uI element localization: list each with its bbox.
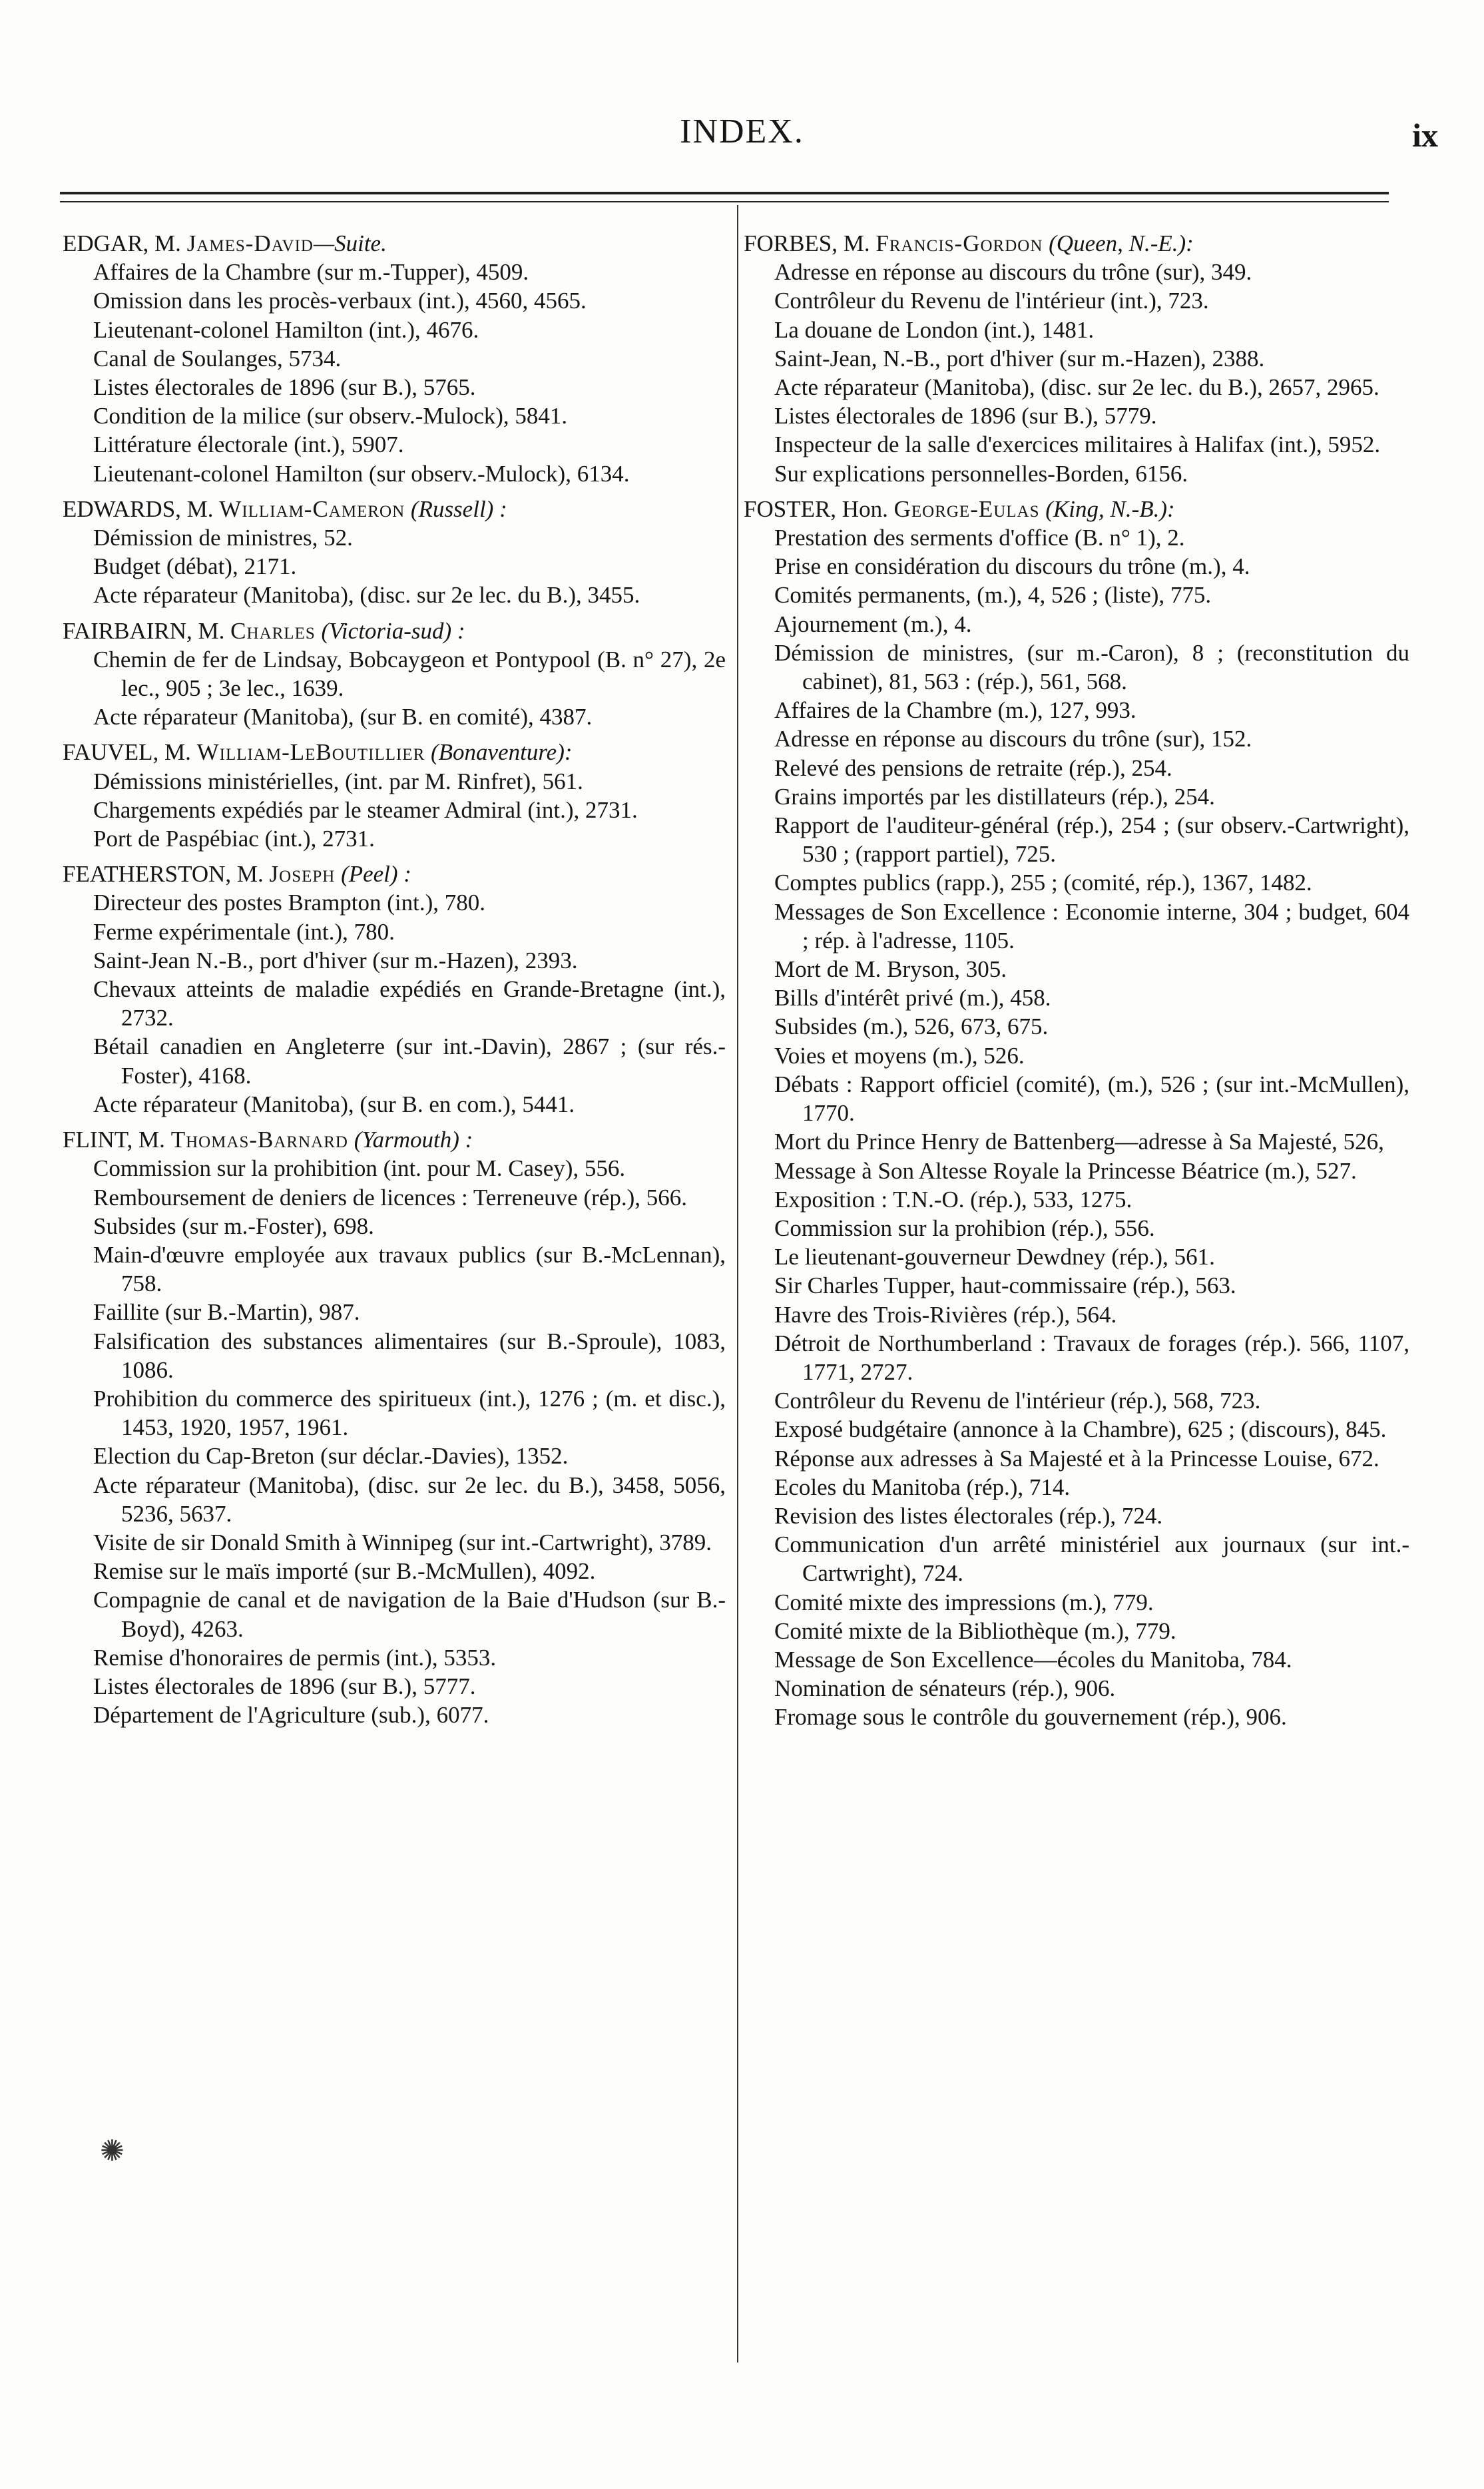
entry-given-names: William-Cameron (219, 495, 405, 522)
entry-heading (63, 1125, 726, 1154)
entry-reference: Exposé budgétaire (annonce à la Chambre), 625 ; (discours), 845. (774, 1416, 1387, 1443)
left-column (63, 229, 726, 1736)
index-entry (63, 1125, 726, 1729)
page-title: INDEX. (680, 113, 804, 150)
entry-surname: FAIRBAIRN, M. (63, 617, 231, 644)
entry-reference: Contrôleur du Revenu de l'intérieur (rép.), 568, 723. (774, 1388, 1261, 1414)
index-entry (63, 229, 726, 488)
entry-reference: Visite de sir Donald Smith à Winnipeg (sur int.-Cartwright), 3789. (93, 1529, 712, 1555)
entry-reference: Saint-Jean, N.-B., port d'hiver (sur m.-Hazen), 2388. (774, 345, 1265, 372)
entry-reference: Contrôleur du Revenu de l'intérieur (int.), 723. (774, 288, 1209, 314)
entry-reference: Acte réparateur (Manitoba), (sur B. en com.), 5441. (93, 1091, 575, 1117)
entry-reference: Condition de la milice (sur observ.-Mulock), 5841. (93, 403, 568, 429)
entry-reference: Adresse en réponse au discours du trône (sur), 349. (774, 259, 1252, 286)
entry-reference: Sur explications personnelles-Borden, 6156. (774, 460, 1188, 487)
entry-reference: Chevaux atteints de maladie expédiés en Grande-Bretagne (int.), 2732. (93, 976, 726, 1031)
entry-given-names: Francis-Gordon (875, 230, 1043, 256)
entry-reference: Rapport de l'auditeur-général (rép.), 254 ; (sur observ.-Cartwright), 530 ; (rapport partiel), 725. (774, 812, 1409, 868)
index-entry (63, 860, 726, 1119)
entry-reference: Havre des Trois-Rivières (rép.), 564. (774, 1301, 1117, 1328)
entry-reference: Débats : Rapport officiel (comité), (m.), 526 ; (sur int.-McMullen), 1770. (774, 1071, 1409, 1127)
entry-reference: Listes électorales de 1896 (sur B.), 5779. (774, 403, 1157, 429)
entry-reference: Subsides (sur m.-Foster), 698. (93, 1213, 374, 1239)
entry-riding: (King, N.-B.): (1039, 495, 1175, 522)
entry-reference: Inspecteur de la salle d'exercices militaires à Halifax (int.), 5952. (774, 431, 1381, 458)
entry-reference: Réponse aux adresses à Sa Majesté et à la Princesse Louise, 672. (774, 1445, 1379, 1472)
entry-reference: Voies et moyens (m.), 526. (774, 1042, 1025, 1069)
entry-reference: Chemin de fer de Lindsay, Bobcaygeon et Pontypool (B. n° 27), 2e lec., 905 ; 3e lec., 1639. (93, 646, 726, 702)
entry-reference: Ferme expérimentale (int.), 780. (93, 918, 395, 945)
entry-reference: Prohibition du commerce des spiritueux (int.), 1276 ; (m. et disc.), 1453, 1920, 1957, 1961. (93, 1385, 726, 1441)
entry-given-names: Thomas-Barnard (170, 1127, 348, 1153)
entry-reference: Budget (débat), 2171. (93, 553, 297, 580)
entry-reference: Message de Son Excellence—écoles du Manitoba, 784. (774, 1646, 1292, 1673)
entry-reference: Listes électorales de 1896 (sur B.), 5777. (93, 1673, 476, 1699)
entry-reference: Revision des listes électorales (rép.), 724. (774, 1502, 1163, 1529)
entry-reference: Messages de Son Excellence : Economie interne, 304 ; budget, 604 ; rép. à l'adresse, 1105. (774, 898, 1409, 954)
entry-reference: Ajournement (m.), 4. (774, 611, 972, 637)
column-divider (737, 205, 738, 2362)
entry-given-names: George-Eulas (893, 495, 1040, 522)
entry-reference: Démission de ministres, (sur m.-Caron), 8 ; (reconstitution du cabinet), 81, 563 : (rép.), 561, 568. (774, 639, 1409, 695)
entry-reference: Lieutenant-colonel Hamilton (int.), 4676. (93, 316, 479, 343)
entry-reference: Affaires de la Chambre (sur m.-Tupper), 4509. (93, 259, 529, 286)
entry-reference: Prestation des serments d'office (B. n° 1), 2. (774, 525, 1185, 551)
entry-riding: —Suite. (313, 230, 387, 256)
entry-reference: Détroit de Northumberland : Travaux de forages (rép.). 566, 1107, 1771, 2727. (774, 1330, 1409, 1385)
entry-surname: FOSTER, Hon. (744, 495, 894, 522)
index-entry (744, 495, 1409, 1732)
entry-reference: Prise en considération du discours du trône (m.), 4. (774, 553, 1250, 580)
entry-surname: FLINT, M. (63, 1127, 171, 1153)
entry-reference: Message à Son Altesse Royale la Princesse Béatrice (m.), 527. (774, 1157, 1357, 1184)
entry-reference: Mort de M. Bryson, 305. (774, 956, 1007, 983)
entry-reference: Mort du Prince Henry de Battenberg—adresse à Sa Majesté, 526, (774, 1129, 1384, 1155)
entry-reference: Ecoles du Manitoba (rép.), 714. (774, 1474, 1071, 1500)
entry-reference: Port de Paspébiac (int.), 2731. (93, 826, 375, 852)
header-rule-thin (60, 201, 1389, 202)
entry-reference: Lieutenant-colonel Hamilton (sur observ.-Mulock), 6134. (93, 460, 630, 487)
entry-reference: Sir Charles Tupper, haut-commissaire (rép.), 563. (774, 1272, 1236, 1299)
entry-reference: Bills d'intérêt privé (m.), 458. (774, 985, 1051, 1011)
entry-given-names: Charles (230, 617, 316, 644)
entry-heading (63, 617, 726, 645)
entry-reference: Communication d'un arrêté ministériel aux journaux (sur int.-Cartwright), 724. (774, 1531, 1409, 1587)
entry-riding: (Peel) : (335, 861, 411, 888)
index-entry (63, 617, 726, 732)
entry-riding: (Bonaventure): (425, 739, 573, 766)
entry-reference: Falsification des substances alimentaires (sur B.-Sproule), 1083, 1086. (93, 1328, 726, 1383)
entry-riding: (Russell) : (405, 495, 507, 522)
header-rule-thick (60, 192, 1389, 194)
entry-reference: Démissions ministérielles, (int. par M. Rinfret), 561. (93, 768, 583, 794)
entry-given-names: William-LeBoutillier (196, 739, 425, 766)
entry-reference: Bétail canadien en Angleterre (sur int.-Davin), 2867 ; (sur rés.-Foster), 4168. (93, 1033, 726, 1089)
entry-reference: Remboursement de deniers de licences : Terreneuve (rép.), 566. (93, 1184, 687, 1211)
entry-reference: Compagnie de canal et de navigation de la Baie d'Hudson (sur B.-Boyd), 4263. (93, 1587, 726, 1642)
entry-reference: La douane de London (int.), 1481. (774, 316, 1095, 343)
entry-reference: Relevé des pensions de retraite (rép.), 254. (774, 754, 1172, 781)
entry-reference: Comptes publics (rapp.), 255 ; (comité, rép.), 1367, 1482. (774, 870, 1312, 896)
entry-riding: (Queen, N.-E.): (1043, 230, 1194, 256)
entry-reference: Commission sur la prohibition (int. pour M. Casey), 556. (93, 1155, 626, 1182)
entry-heading (63, 495, 726, 523)
entry-reference: Canal de Soulanges, 5734. (93, 345, 342, 372)
entry-reference: Remise d'honoraires de permis (int.), 5353. (93, 1644, 497, 1671)
entry-riding: (Victoria-sud) : (315, 617, 465, 644)
entry-reference: Exposition : T.N.-O. (rép.), 533, 1275. (774, 1186, 1132, 1213)
entry-heading (63, 229, 726, 258)
entry-reference: Le lieutenant-gouverneur Dewdney (rép.), 561. (774, 1244, 1215, 1270)
entry-heading (744, 229, 1409, 258)
entry-reference: Main-d'œuvre employée aux travaux publics (sur B.-McLennan), 758. (93, 1241, 726, 1297)
index-entry (63, 495, 726, 610)
entry-given-names: James-David (186, 230, 314, 256)
entry-reference: Remise sur le maïs importé (sur B.-McMullen), 4092. (93, 1558, 596, 1585)
page-number: ix (1412, 117, 1438, 154)
entry-reference: Comité mixte des impressions (m.), 779. (774, 1589, 1154, 1615)
right-column (744, 229, 1409, 1739)
entry-reference: Démission de ministres, 52. (93, 525, 353, 551)
entry-reference: Littérature électorale (int.), 5907. (93, 431, 404, 458)
entry-reference: Directeur des postes Brampton (int.), 780. (93, 890, 486, 916)
ink-blot-mark: ✺ (100, 2135, 124, 2167)
entry-surname: EDGAR, M. (63, 230, 187, 256)
entry-riding: (Yarmouth) : (348, 1127, 473, 1153)
entry-reference: Election du Cap-Breton (sur déclar.-Davies), 1352. (93, 1443, 569, 1470)
entry-reference: Acte réparateur (Manitoba), (disc. sur 2e lec. du B.), 3458, 5056, 5236, 5637. (93, 1472, 726, 1527)
entry-surname: FEATHERSTON, M. (63, 861, 270, 888)
entry-reference: Acte réparateur (Manitoba), (disc. sur 2e lec. du B.), 3455. (93, 582, 640, 609)
entry-reference: Subsides (m.), 526, 673, 675. (774, 1013, 1049, 1040)
entry-heading (744, 495, 1409, 523)
entry-reference: Département de l'Agriculture (sub.), 6077. (93, 1702, 489, 1729)
index-entry (744, 229, 1409, 488)
entry-surname: FAUVEL, M. (63, 739, 197, 766)
index-entry (63, 738, 726, 853)
entry-surname: FORBES, M. (744, 230, 876, 256)
entry-reference: Faillite (sur B.-Martin), 987. (93, 1299, 360, 1326)
entry-reference: Saint-Jean N.-B., port d'hiver (sur m.-Hazen), 2393. (93, 947, 578, 973)
entry-reference: Commission sur la prohibion (rép.), 556. (774, 1215, 1155, 1241)
entry-reference: Omission dans les procès-verbaux (int.), 4560, 4565. (93, 288, 587, 314)
entry-reference: Comité mixte de la Bibliothèque (m.), 779. (774, 1617, 1176, 1644)
entry-surname: EDWARDS, M. (63, 495, 220, 522)
entry-given-names: Joseph (269, 861, 336, 888)
entry-reference: Grains importés par les distillateurs (rép.), 254. (774, 783, 1215, 810)
entry-reference: Chargements expédiés par le steamer Admiral (int.), 2731. (93, 796, 638, 823)
entry-reference: Acte réparateur (Manitoba), (sur B. en comité), 4387. (93, 704, 593, 730)
entry-heading (63, 738, 726, 766)
entry-reference: Acte réparateur (Manitoba), (disc. sur 2e lec. du B.), 2657, 2965. (774, 374, 1379, 401)
entry-reference: Fromage sous le contrôle du gouvernement (rép.), 906. (774, 1704, 1287, 1731)
entry-reference: Comités permanents, (m.), 4, 526 ; (liste), 775. (774, 582, 1212, 609)
entry-reference: Affaires de la Chambre (m.), 127, 993. (774, 697, 1136, 724)
entry-reference: Listes électorales de 1896 (sur B.), 5765. (93, 374, 476, 401)
entry-reference: Adresse en réponse au discours du trône (sur), 152. (774, 726, 1252, 752)
entry-reference: Nomination de sénateurs (rép.), 906. (774, 1675, 1116, 1702)
entry-heading (63, 860, 726, 888)
